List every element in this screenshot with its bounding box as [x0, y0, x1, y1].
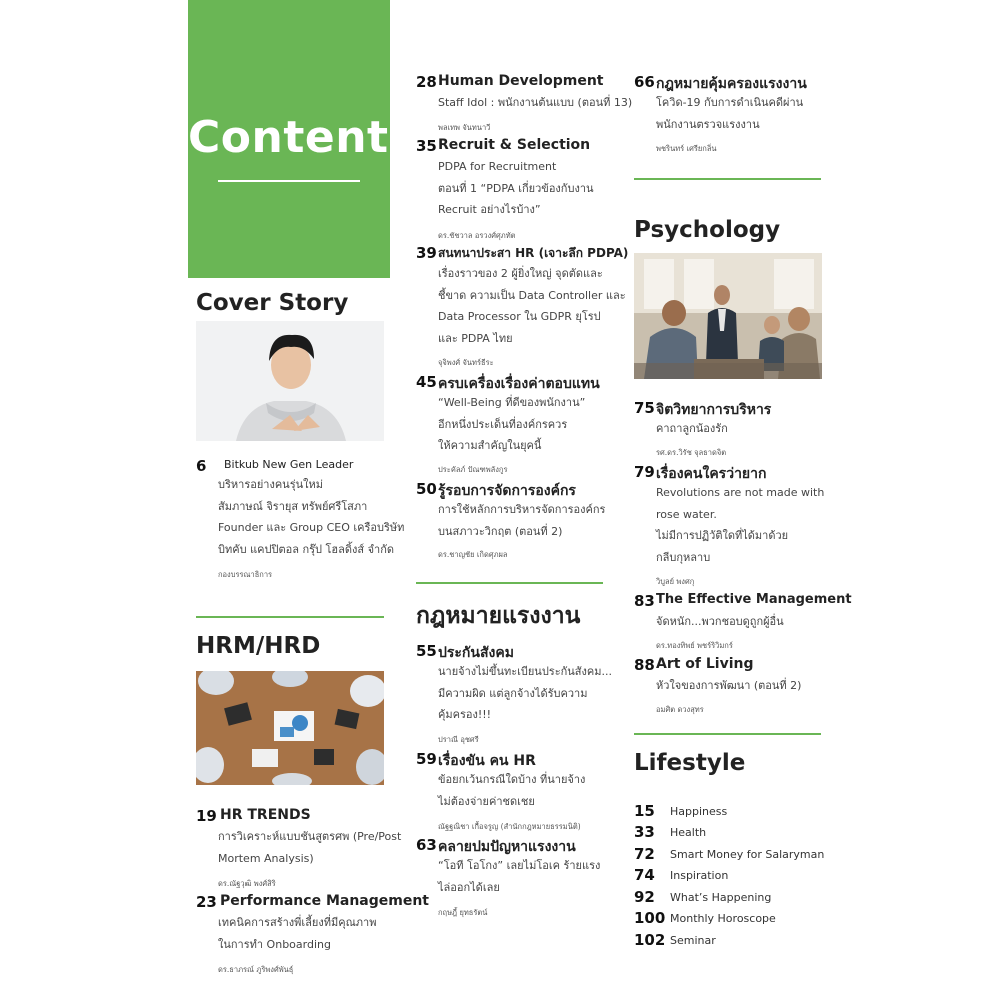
page-number: 33 — [634, 823, 655, 841]
article-title: จิตวิทยาการบริหาร — [656, 402, 772, 418]
article-author: วิบูลย์ พงศกุ — [656, 577, 695, 586]
business-presentation-photo-icon — [634, 253, 822, 379]
page-number: 45 — [416, 373, 437, 391]
page-number: 50 — [416, 480, 437, 498]
description-line: โควิด-19 กับการดำเนินคดีผ่าน — [656, 96, 804, 109]
page-number: 63 — [416, 836, 437, 854]
description-line: ไล่ออกได้เลย — [438, 880, 500, 894]
article-description — [656, 482, 824, 568]
description-line: คาถาลูกน้องรัก — [656, 422, 728, 435]
labour-protection-entry[interactable] — [634, 73, 824, 158]
article-description — [438, 769, 585, 812]
description-line: ในการทำ Onboarding — [218, 937, 331, 951]
description-line: ให้ความสำคัญในยุคนี้ — [438, 439, 542, 452]
description-line: ชี้ขาด ความเป็น Data Controller และ — [438, 288, 626, 302]
lifestyle-item-label: Inspiration — [670, 869, 729, 882]
article-author: พลเทพ จันทนาวี — [438, 123, 491, 132]
description-line: “Well-Being ที่ดีของพนักงาน” — [438, 396, 586, 409]
article-title: Art of Living — [656, 656, 754, 672]
article-title: HR TRENDS — [220, 807, 311, 823]
human-development-entry[interactable] — [416, 73, 633, 133]
management-psychology-entry[interactable] — [634, 399, 824, 459]
article-author: กฤษฎี้ ยุทธรัตน์ — [438, 908, 488, 917]
description-line: คุ้มครอง!!! — [438, 708, 492, 721]
psychology-heading: Psychology — [634, 217, 781, 243]
middle-column — [416, 0, 633, 1000]
page-number: 66 — [634, 73, 655, 91]
page-number: 23 — [196, 893, 217, 911]
page-number: 83 — [634, 592, 655, 610]
page-number: 102 — [634, 931, 666, 949]
description-line: พนักงานตรวจแรงงาน — [656, 117, 760, 131]
article-description — [218, 912, 376, 955]
hr-trends-entry[interactable] — [196, 807, 402, 888]
article-title: Recruit & Selection — [438, 137, 591, 153]
description-line: บนสภาวะวิกฤต (ตอนที่ 2) — [438, 524, 563, 538]
page-number: 6 — [196, 457, 207, 475]
art-of-living-entry[interactable] — [634, 656, 824, 716]
article-description — [438, 92, 632, 114]
labour-problems-entry[interactable] — [416, 836, 606, 916]
description-line: หัวใจของการพัฒนา (ตอนที่ 2) — [656, 679, 802, 692]
description-line: และ PDPA ไทย — [438, 331, 513, 345]
article-title: สนทนาประสา HR (เจาะลึก PDPA) — [438, 246, 629, 260]
page-number: 28 — [416, 73, 437, 91]
lifestyle-item[interactable] — [634, 802, 824, 822]
description-line: Revolutions are not made with — [656, 486, 825, 499]
team-meeting-photo-icon — [196, 671, 384, 785]
article-title: คลายปมปัญหาแรงงาน — [438, 839, 576, 855]
page-number: 79 — [634, 463, 655, 481]
article-description — [438, 661, 612, 726]
lifestyle-item-label: Happiness — [670, 805, 728, 818]
section-divider — [196, 616, 384, 618]
description-line: อีกหนึ่งประเด็นที่องค์กรควร — [438, 417, 568, 431]
article-author: ดร.ธาภรณ์ ภูริพงศ์พันธุ์ — [218, 965, 294, 974]
article-title: ประกันสังคม — [438, 645, 514, 661]
lifestyle-item[interactable] — [634, 866, 824, 886]
article-title: เรื่องขัน คน HR — [438, 753, 536, 769]
description-line: Staff Idol : พนักงานต้นแบบ (ตอนที่ 13) — [438, 96, 633, 109]
description-line: จัดหนัก...พวกชอบดูถูกผู้อื่น — [656, 615, 784, 628]
description-line: สัมภาษณ์ จิรายุส ทรัพย์ศรีโสภา — [218, 499, 368, 513]
article-description — [438, 392, 585, 457]
social-security-entry[interactable] — [416, 642, 612, 744]
effective-management-entry[interactable] — [634, 592, 852, 652]
lifestyle-item-label: Seminar — [670, 934, 716, 947]
article-description — [656, 675, 801, 697]
article-author: ดร.ชัชวาล อรวงศ์ศุภทัต — [438, 231, 516, 240]
article-description — [438, 855, 600, 898]
description-line: Data Processor ใน GDPR ยุโรป — [438, 310, 601, 323]
page-number: 100 — [634, 909, 666, 927]
description-line: ไม่ต้องจ่ายค่าชดเชย — [438, 794, 535, 808]
page-number: 74 — [634, 866, 655, 884]
article-title: Human Development — [438, 73, 604, 89]
article-description — [438, 156, 594, 221]
article-author: กองบรรณาธิการ — [218, 570, 273, 579]
article-title: กฎหมายคุ้มครองแรงงาน — [656, 76, 807, 92]
description-line: บริหารอย่างคนรุ่นใหม่ — [218, 478, 324, 491]
description-line: PDPA for Recruitment — [438, 160, 557, 173]
description-line: ข้อยกเว้นกรณีใดบ้าง ที่นายจ้าง — [438, 773, 586, 786]
page-number: 88 — [634, 656, 655, 674]
page-number: 75 — [634, 399, 655, 417]
description-line: Founder และ Group CEO เครือบริษัท — [218, 521, 405, 534]
lifestyle-item-label: Smart Money for Salaryman — [670, 848, 825, 861]
article-title: Performance Management — [220, 893, 429, 909]
cover-story-entry[interactable] — [196, 457, 405, 587]
page-number: 72 — [634, 845, 655, 863]
description-line: เทคนิคการสร้างพี่เลี้ยงที่มีคุณภาพ — [218, 916, 377, 929]
contents-title: Contents — [188, 112, 416, 163]
description-line: กลีบกุหลาบ — [656, 550, 711, 564]
cover-story-heading: Cover Story — [196, 290, 349, 316]
article-author: ประคัลภ์ ปัณฑพลังกูร — [438, 465, 508, 474]
description-line: เรื่องราวของ 2 ผู้ยิ่งใหญ่ จุดตัดและ — [438, 267, 603, 280]
page-number: 35 — [416, 137, 437, 155]
lifestyle-item[interactable] — [634, 845, 824, 865]
description-line: มีความผิด แต่ลูกจ้างได้รับความ — [438, 686, 588, 700]
page-number: 39 — [416, 244, 437, 262]
article-author: จุจิพงศ์ จันทร์ธีระ — [438, 358, 494, 367]
article-title: รู้รอบการจัดการองค์กร — [438, 483, 576, 499]
lifestyle-item-label: Monthly Horoscope — [670, 912, 776, 925]
section-divider — [634, 733, 821, 735]
lifestyle-heading: Lifestyle — [634, 750, 746, 776]
description-line: ไม่มีการปฏิวัติใดที่ได้มาด้วย — [656, 529, 789, 542]
lifestyle-item-label: Health — [670, 826, 707, 839]
lifestyle-item[interactable] — [634, 888, 824, 908]
lifestyle-list — [634, 802, 824, 952]
description-line: บิทคับ แคปปิตอล กรุ๊ป โฮลดิ้งส์ จำกัด — [218, 542, 395, 556]
right-column — [634, 0, 852, 1000]
article-author: อมศิต ดวงสุทร — [656, 705, 704, 714]
article-description — [218, 826, 401, 869]
page-number: 19 — [196, 807, 217, 825]
hr-talk-entry[interactable] — [416, 750, 606, 830]
description-line: การวิเคราะห์แบบชันสูตรศพ (Pre/Post — [218, 830, 402, 843]
page-number: 55 — [416, 642, 437, 660]
labour-law-heading: กฎหมายแรงงาน — [416, 603, 581, 629]
article-title: เรื่องคนใครว่ายาก — [656, 466, 767, 482]
article-description — [656, 92, 803, 135]
section-divider — [634, 178, 821, 180]
article-author: ณัฐฐณิชา เกื้อจรูญ (สำนักกฎหมายธรรมนิติ) — [438, 822, 581, 831]
article-description — [438, 499, 605, 542]
description-line: Recruit อย่างไรบ้าง” — [438, 203, 541, 216]
article-title: The Effective Management — [656, 592, 852, 607]
article-description — [656, 418, 728, 440]
performance-management-entry[interactable] — [196, 893, 429, 974]
section-divider — [416, 582, 603, 584]
article-description — [656, 611, 784, 633]
people-matters-entry[interactable] — [634, 463, 824, 588]
article-title: ครบเครื่องเรื่องค่าตอบแทน — [438, 376, 600, 392]
article-author: ดร.ณัฐวุฒิ พงศ์สิริ — [218, 879, 276, 888]
lifestyle-item[interactable] — [634, 931, 824, 951]
description-line: “โอที โอโกง” เลยไม่โอเค ร้ายแรง — [438, 859, 601, 872]
article-author: ดร.ชาญชัย เกิดศุภผล — [438, 550, 508, 559]
article-author: รศ.ดร.วิรัช จุลธาดจิต — [656, 448, 727, 457]
person-portrait-icon — [196, 321, 384, 441]
description-line: ตอนที่ 1 “PDPA เกี่ยวข้องกับงาน — [438, 181, 594, 195]
page-number: 15 — [634, 802, 655, 820]
article-description — [438, 263, 626, 349]
compensation-entry[interactable] — [416, 373, 606, 473]
article-author: พชรินทร์ เศรียกลิ่น — [656, 144, 717, 153]
hrm-hrd-heading: HRM/HRD — [196, 633, 321, 659]
lifestyle-item[interactable] — [634, 823, 824, 843]
page-number: 59 — [416, 750, 437, 768]
organization-management-entry[interactable] — [416, 480, 606, 560]
description-line: นายจ้างไม่ขึ้นทะเบียนประกันสังคม... — [438, 665, 612, 678]
article-author: ปราณี อุชศรี — [438, 735, 479, 744]
pdpa-entry[interactable] — [416, 244, 629, 372]
article-description — [218, 474, 404, 560]
article-title: Bitkub New Gen Leader — [224, 458, 354, 471]
lifestyle-item[interactable] — [634, 909, 824, 929]
page-number: 92 — [634, 888, 655, 906]
description-line: Mortem Analysis) — [218, 851, 314, 865]
article-author: ดร.ทองทิพย์ พชร์ริวิมกร์ — [656, 641, 733, 650]
description-line: การใช้หลักการบริหารจัดการองค์กร — [438, 503, 606, 516]
recruit-selection-entry[interactable] — [416, 137, 606, 240]
description-line: rose water. — [656, 507, 717, 521]
lifestyle-item-label: What’s Happening — [670, 891, 772, 904]
